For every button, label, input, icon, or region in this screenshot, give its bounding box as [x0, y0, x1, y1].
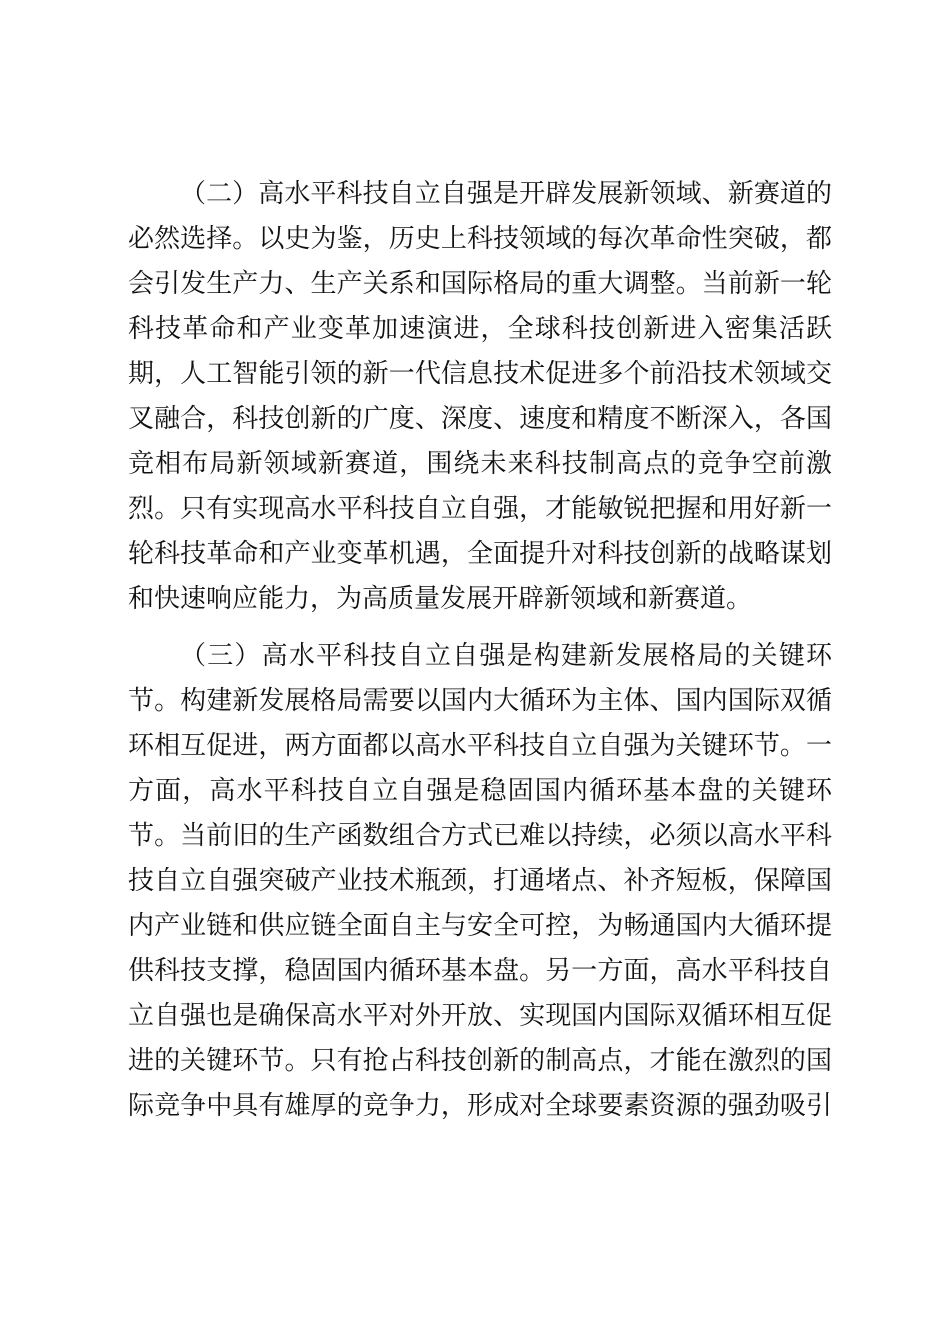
- paragraph-line: 际竞争中具有雄厚的竞争力，形成对全球要素资源的强劲吸引: [128, 1091, 832, 1121]
- paragraph-line: 轮科技革命和产业变革机遇，全面提升对科技创新的战略谋划: [128, 539, 832, 569]
- paragraph-section-2: [128, 172, 832, 622]
- paragraph-line: 必然选择。以史为鉴，历史上科技领域的每次革命性突破，都: [128, 224, 832, 254]
- paragraph-line: 供科技支撑，稳固国内循环基本盘。另一方面，高水平科技自: [128, 956, 832, 986]
- paragraph-line: 科技革命和产业变革加速演进，全球科技创新进入密集活跃: [128, 314, 832, 344]
- paragraph-line: 进的关键环节。只有抢占科技创新的制高点，才能在激烈的国: [128, 1046, 832, 1076]
- paragraph-line: 会引发生产力、生产关系和国际格局的重大调整。当前新一轮: [128, 269, 832, 299]
- paragraph-line: （三）高水平科技自立自强是构建新发展格局的关键环: [180, 641, 832, 671]
- paragraph-line: 竞相布局新领域新赛道，围绕未来科技制高点的竞争空前激: [128, 449, 832, 479]
- paragraph-line: 和快速响应能力，为高质量发展开辟新领域和新赛道。: [128, 584, 753, 614]
- paragraph-line: 节。当前旧的生产函数组合方式已难以持续，必须以高水平科: [128, 821, 832, 851]
- paragraph-line: 环相互促进，两方面都以高水平科技自立自强为关键环节。一: [128, 731, 832, 761]
- document-body: [128, 172, 832, 1129]
- paragraph-line: 技自立自强突破产业技术瓶颈，打通堵点、补齐短板，保障国: [128, 866, 832, 896]
- paragraph-line: （二）高水平科技自立自强是开辟发展新领域、新赛道的: [180, 179, 832, 209]
- paragraph-line: 节。构建新发展格局需要以国内大循环为主体、国内国际双循: [128, 686, 832, 716]
- paragraph-line: 期，人工智能引领的新一代信息技术促进多个前沿技术领域交: [128, 359, 832, 389]
- paragraph-line: 烈。只有实现高水平科技自立自强，才能敏锐把握和用好新一: [128, 494, 832, 524]
- paragraph-line: 立自强也是确保高水平对外开放、实现国内国际双循环相互促: [128, 1001, 832, 1031]
- paragraph-line: 方面，高水平科技自立自强是稳固国内循环基本盘的关键环: [128, 776, 832, 806]
- paragraph-line: 内产业链和供应链全面自主与安全可控，为畅通国内大循环提: [128, 911, 832, 941]
- paragraph-section-3: [128, 634, 832, 1129]
- paragraph-line: 叉融合，科技创新的广度、深度、速度和精度不断深入，各国: [128, 404, 832, 434]
